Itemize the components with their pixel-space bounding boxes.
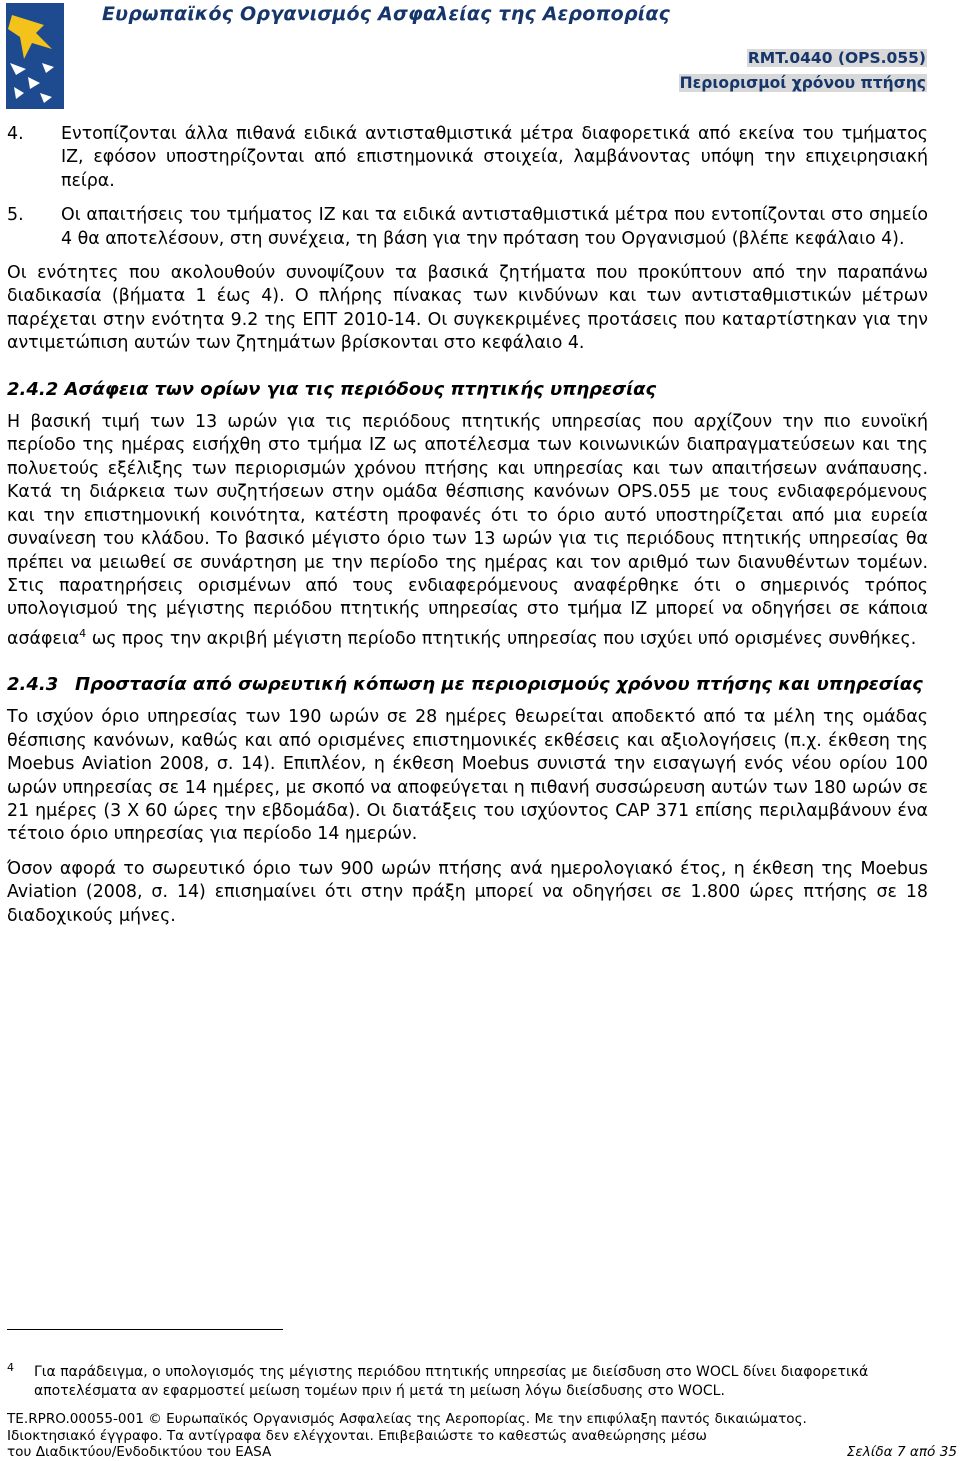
list-item-text: Οι απαιτήσεις του τμήματος ΙΖ και τα ειδικά αντισταθμιστικά μέτρα που εντοπίζονται στο σημείο 4 θα αποτελέσουν, στη συνέχεια, τη βάση για την πρόταση του Οργανισμού (βλέπε κεφάλαιο 4).	[61, 205, 928, 249]
footnote-mark: 4	[7, 1361, 14, 1374]
paragraph-text: ως προς την ακριβή μέγιστη περίοδο πτητικής υπηρεσίας που ισχύει υπό ορισμένες συνθήκες.	[86, 628, 917, 649]
list-item	[7, 204, 928, 251]
document-reference: RMT.0440 (OPS.055)	[747, 49, 926, 67]
main-content	[7, 123, 928, 939]
footnote-reference: 4	[79, 626, 87, 640]
paragraph-text: Η βασική τιμή των 13 ωρών για τις περιόδους πτητικής υπηρεσίας που αρχίζουν την πιο ευνοϊκή περίοδο της ημέρας εισήχθη στο τμήμα ΙΖ ως αποτέλεσμα των κοινωνικών διαπραγματεύσεων και της πολυετούς εξέλιξης των περιορισμών χρόνου πτήσης και υπηρεσίας και των απαιτήσεων ανάπαυσης. Κατά τη διάρκεια των συζητήσεων στην ομάδα θέσπισης κανόνων OPS.055 με τους ενδιαφερόμενους και την επιστημονική κοινότητα, κατέστη προφανές ότι το όριο αυτό υποστηρίζεται από μια ευρεία συναίνεση του κλάδου. Το βασικό μέγιστο όριο των 13 ωρών για τις περιόδους πτητικής υπηρεσίας θα πρέπει να μειωθεί σε συνάρτηση με την περίοδο της ημέρας και τον αριθμό των διανυθέντων τομέων. Στις παρατηρήσεις ορισμένων από τους ενδιαφερόμενους αναφέρθηκε ότι ο σημερινός τρόπος υπολογισμού της μέγιστης περιόδου πτητικής υπηρεσίας στο τμήμα ΙΖ μπορεί να οδηγήσει σε κάποια ασάφεια	[7, 412, 928, 649]
footnote-text: Για παράδειγμα, ο υπολογισμός της μέγιστης περιόδου πτητικής υπηρεσίας με διείσδυση στο WOCL δίνει διαφορετικά αποτελέσματα αν εφαρμοστεί μείωση τομέων πριν ή μετά τη μείωση λόγω διείσδυσης στο WOCL.	[34, 1364, 869, 1399]
footnote-divider	[7, 1329, 283, 1330]
page-number: Σελίδα 7 από 35	[846, 1444, 957, 1460]
footer-disclaimer: Ιδιοκτησιακό έγγραφο. Τα αντίγραφα δεν ελέγχονται. Επιβεβαιώστε το καθεστώς αναθεώρησης μέσω	[7, 1427, 707, 1444]
list-item-number: 4.	[7, 124, 24, 144]
agency-name: Ευρωπαϊκός Οργανισμός Ασφαλείας της Αεροπορίας	[102, 3, 671, 25]
section-2-4-3-paragraph: Όσον αφορά το σωρευτικό όριο των 900 ωρών πτήσης ανά ημερολογιακό έτος, η έκθεση της Moebus Aviation (2008, σ. 14) επισημαίνει ότι στην πράξη μπορεί να οδηγήσει σε 1.800 ώρες πτήσης σε 18 διαδοχικούς μήνες.	[7, 858, 928, 926]
list-item	[7, 123, 928, 193]
list-item-number: 5.	[7, 205, 24, 226]
footer-disclaimer: του Διαδικτύου/Ενδοδικτύου του EASA	[7, 1444, 272, 1460]
section-heading-2-4-2	[7, 378, 928, 401]
list-item-text: Εντοπίζονται άλλα πιθανά ειδικά αντισταθμιστικά μέτρα διαφορετικά από εκείνα του τμήματος ΙΖ, εφόσον υποστηρίζονται από επιστημονικά στοιχεία, λαμβάνοντας υπόψη την επιχειρησιακή πείρα.	[61, 124, 928, 191]
section-title: Ασάφεια των ορίων για τις περιόδους πτητικής υπηρεσίας	[64, 378, 657, 400]
document-subject: Περιορισμοί χρόνου πτήσης	[679, 74, 926, 92]
summary-paragraph: Οι ενότητες που ακολουθούν συνοψίζουν τα βασικά ζητήματα που προκύπτουν από την παραπάνω διαδικασία (βήματα 1 έως 4). Ο πλήρης πίνακας των κινδύνων και των αντισταθμιστικών μέτρων παρέχεται στην ενότητα 9.2 της ΕΠΤ 2010-14. Οι συγκεκριμένες προτάσεις που καταρτίστηκαν για την αντιμετώπιση αυτών των ζητημάτων βρίσκονται στο κεφάλαιο 4.	[7, 263, 928, 354]
footer-copyright: TE.RPRO.00055-001 © Ευρωπαϊκός Οργανισμός Ασφαλείας της Αεροπορίας. Με την επιφύλαξη παντός δικαιώματος.	[7, 1411, 807, 1427]
section-number: 2.4.3	[7, 673, 59, 695]
section-title: Προστασία από σωρευτική κόπωση με περιορισμούς χρόνου πτήσης και υπηρεσίας	[75, 673, 923, 695]
section-heading-2-4-3	[7, 673, 928, 696]
section-2-4-3-paragraph: Το ισχύον όριο υπηρεσίας των 190 ωρών σε 28 ημέρες θεωρείται αποδεκτό από τα μέλη της ομάδας θέσπισης κανόνων, καθώς και από ορισμένες επιστημονικές εκθέσεις και αξιολογήσεις (π.χ. έκθεση της Moebus Aviation 2008, σ. 14). Επιπλέον, η έκθεση Moebus συνιστά την εισαγωγή ενός νέου ορίου 100 ωρών υπηρεσίας σε 14 ημέρες, με σκοπό να αποφεύγεται η πιθανή συσσώρευση αυτών των 180 ωρών σε 21 ημέρες (3 Χ 60 ώρες την εβδομάδα). Οι διατάξεις του ισχύοντος CAP 371 επίσης περιλαμβάνουν ένα τέτοιο όριο υπηρεσίας για περίοδο 14 ημερών.	[7, 707, 928, 845]
section-2-4-2-paragraph	[7, 411, 928, 651]
section-number: 2.4.2	[7, 378, 59, 400]
easa-logo-icon	[6, 3, 64, 109]
page-footer	[7, 1411, 957, 1461]
